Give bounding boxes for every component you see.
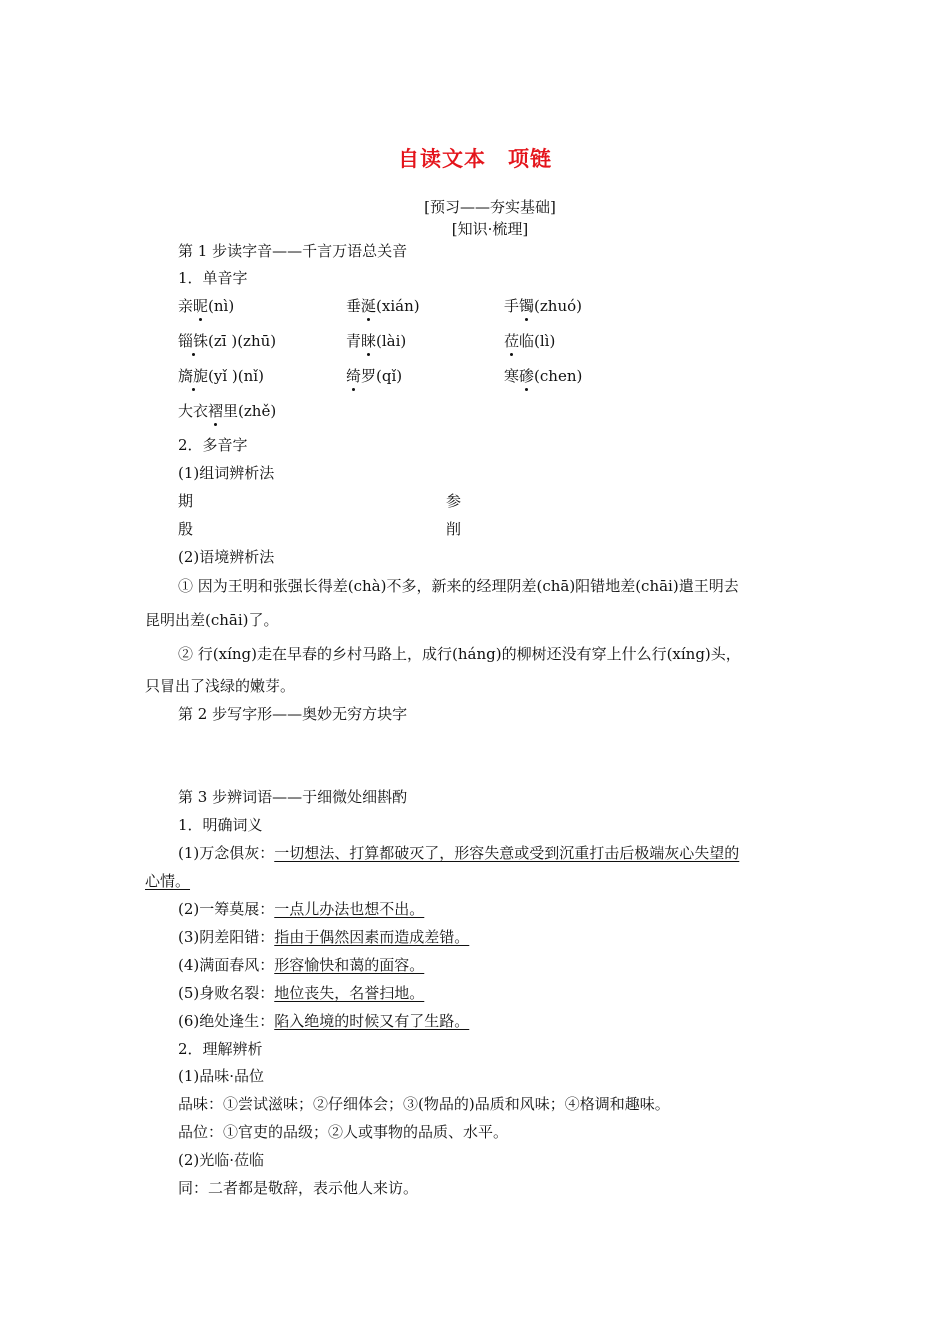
single-char-item: 手镯(zhuó) bbox=[504, 297, 582, 315]
method-heading: (1)组词辨析法 bbox=[178, 464, 275, 482]
example-sentence: 只冒出了浅绿的嫩芽。 bbox=[145, 677, 296, 695]
step3-heading: 第 3 步辨词语——于细微处细斟酌 bbox=[178, 788, 408, 806]
term-definition: (6)绝处逢生：陷入绝境的时候又有了生路。 bbox=[178, 1012, 470, 1030]
step1-heading: 第 1 步读字音——千言万语总关音 bbox=[178, 242, 408, 260]
multi-char-heading: 2．多音字 bbox=[178, 436, 248, 454]
step2-heading: 第 2 步写字形——奥妙无穷方块字 bbox=[178, 705, 408, 723]
single-char-item: 寒碜(chen) bbox=[504, 367, 583, 385]
single-char-item: 旖旎(yǐ )(nǐ) bbox=[178, 367, 264, 385]
term-definition: (5)身败名裂：地位丧失，名誉扫地。 bbox=[178, 984, 425, 1002]
polyphone-char: 殷 bbox=[178, 520, 194, 538]
single-char-item: 锱铢(zī )(zhū) bbox=[178, 332, 277, 350]
analysis-heading: 2．理解辨析 bbox=[178, 1040, 263, 1058]
example-sentence: ① 因为王明和张强长得差(chà)不多，新来的经理阴差(chā)阳错地差(chāi)遣王明去 bbox=[178, 577, 739, 595]
example-sentence: 昆明出差(chāi)了。 bbox=[145, 611, 279, 629]
document-title: 自读文本 项链 bbox=[398, 147, 552, 171]
term-definition: 心情。 bbox=[145, 872, 191, 890]
word-pair-heading: (1)品味·品位 bbox=[178, 1067, 265, 1085]
polyphone-char: 参 bbox=[446, 492, 462, 510]
term-definition: (2)一筹莫展：一点儿办法也想不出。 bbox=[178, 900, 425, 918]
example-sentence: ② 行(xíng)走在早春的乡村马路上，成行(háng)的柳树还没有穿上什么行(xíng)头， bbox=[178, 645, 741, 663]
single-char-item: 莅临(lì) bbox=[504, 332, 556, 350]
knowledge-header: [知识·梳理] bbox=[451, 220, 529, 238]
method-heading: (2)语境辨析法 bbox=[178, 548, 275, 566]
single-char-item: 青睐(lài) bbox=[346, 332, 407, 350]
single-char-item: 垂涎(xián) bbox=[346, 297, 420, 315]
polyphone-char: 削 bbox=[446, 520, 462, 538]
term-definition: (1)万念俱灰：一切想法、打算都破灭了，形容失意或受到沉重打击后极端灰心失望的 bbox=[178, 844, 740, 862]
word-explanation: 同：二者都是敬辞，表示他人来访。 bbox=[178, 1179, 419, 1197]
meaning-heading: 1．明确词义 bbox=[178, 816, 263, 834]
single-char-item: 大衣褶里(zhě) bbox=[178, 402, 277, 420]
word-pair-heading: (2)光临·莅临 bbox=[178, 1151, 265, 1169]
term-definition: (4)满面春风：形容愉快和蔼的面容。 bbox=[178, 956, 425, 974]
polyphone-char: 期 bbox=[178, 492, 194, 510]
single-char-item: 绮罗(qǐ) bbox=[346, 367, 403, 385]
single-char-heading: 1．单音字 bbox=[178, 269, 248, 287]
term-definition: (3)阴差阳错：指由于偶然因素而造成差错。 bbox=[178, 928, 470, 946]
preview-header: [预习——夯实基础] bbox=[424, 198, 556, 216]
single-char-item: 亲昵(nì) bbox=[178, 297, 235, 315]
word-explanation: 品味：①尝试滋味；②仔细体会；③(物品的)品质和风味；④格调和趣味。 bbox=[178, 1095, 670, 1113]
word-explanation: 品位：①官吏的品级；②人或事物的品质、水平。 bbox=[178, 1123, 509, 1141]
